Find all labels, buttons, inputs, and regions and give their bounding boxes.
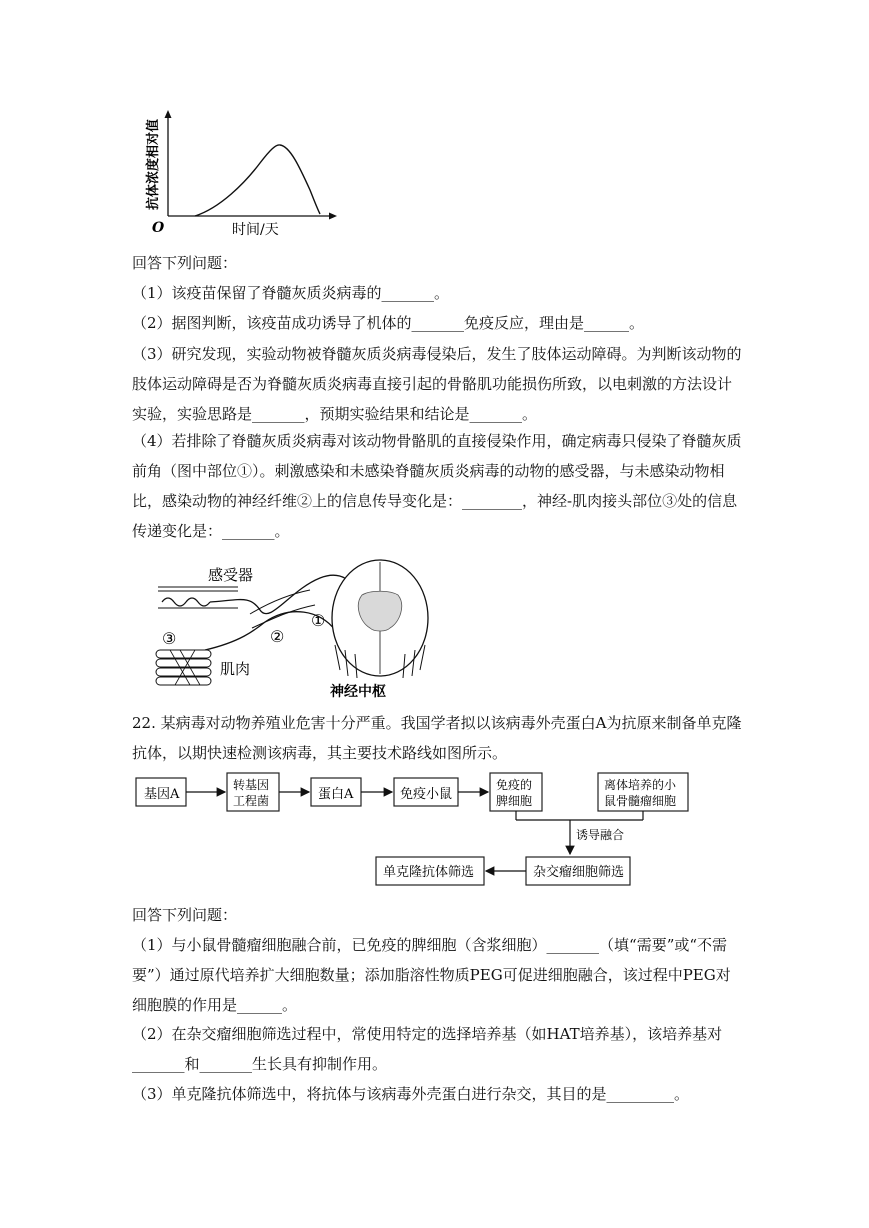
- q21-intro: 回答下列问题：: [132, 254, 238, 272]
- box-immune-mouse-text: 免疫小鼠: [400, 787, 453, 802]
- reflex-arc-figure: [150, 550, 450, 700]
- box-spleen-line1: 免疫的: [496, 778, 533, 792]
- y-axis-label: 抗体浓度相对值: [146, 118, 161, 210]
- q22-part1: （1）与小鼠骨髓瘤细胞融合前，已免疫的脾细胞（含浆细胞）_______（填“需要”或“不需要”）通过原代培养扩大细胞数量；添加脂溶性物质PEG可促进细胞融合，该过程中PEG对细胞膜的作用是______。: [132, 936, 731, 1014]
- q21-part4: （4）若排除了脊髓灰质炎病毒对该动物骨骼肌的直接侵染作用，确定病毒只侵染了脊髓灰质前角（图中部位①）。刺激感染和未感染脊髓灰质炎病毒的动物的感受器，与未感染动物相比，感染动物的神经纤维②上的信息传导变化是：________，神经-肌肉接头部位③处的信息传递变化是：_______。: [132, 432, 742, 540]
- nerve-bundle: [250, 590, 315, 628]
- antibody-curve: [195, 145, 320, 216]
- mark-3: ③: [162, 629, 177, 648]
- box-spleen-line2: 脾细胞: [496, 794, 533, 808]
- muscle-fibers: [156, 650, 211, 685]
- box-myeloma-line1: 离体培养的小: [604, 778, 677, 792]
- box-hybridoma-text: 杂交瘤细胞筛选: [533, 865, 625, 880]
- box-bacteria-line1: 转基因: [233, 778, 270, 792]
- box-myeloma-line2: 鼠骨髓瘤细胞: [604, 794, 677, 808]
- box-mab-text: 单克隆抗体筛选: [383, 865, 475, 880]
- q21-part1: （1）该疫苗保留了脊髓灰质炎病毒的_______。: [132, 284, 450, 302]
- box-bacteria-line2: 工程菌: [233, 794, 270, 808]
- receptor-ending: [162, 598, 210, 606]
- q22-intro: 回答下列问题：: [132, 906, 238, 924]
- q22-stem: 22. 某病毒对动物养殖业危害十分严重。我国学者拟以该病毒外壳蛋白A为抗原来制备单克隆抗体，以期快速检测该病毒，其主要技术路线如图所示。: [132, 714, 742, 762]
- antibody-graph: [140, 108, 350, 238]
- x-axis-label: 时间/天: [232, 222, 279, 238]
- box-gene-a-text: 基因A: [144, 787, 180, 802]
- fusion-label: 诱导融合: [576, 828, 625, 842]
- q21-part2: （2）据图判断，该疫苗成功诱导了机体的_______免疫反应，理由是______。: [132, 314, 645, 332]
- muscle-label: 肌肉: [220, 660, 251, 678]
- mark-2: ②: [270, 627, 285, 646]
- q22-part3: （3）单克隆抗体筛选中，将抗体与该病毒外壳蛋白进行杂交，其目的是_________。: [132, 1085, 690, 1103]
- origin-label: O: [152, 220, 165, 236]
- receptor-label: 感受器: [208, 566, 254, 584]
- q22-part2: （2）在杂交瘤细胞筛选过程中，常使用特定的选择培养基（如HAT培养基），该培养基对_______和_______生长具有抑制作用。: [132, 1025, 723, 1073]
- x-axis-arrow: [329, 213, 337, 220]
- center-label: 神经中枢: [330, 684, 386, 700]
- y-axis-arrow: [165, 110, 172, 118]
- q21-part3: （3）研究发现，实验动物被脊髓灰质炎病毒侵染后，发生了肢体运动障碍。为判断该动物的肢体运动障碍是否为脊髓灰质炎病毒直接引起的骨骼肌功能损伤所致，以电刺激的方法设计实验，实验思路是_______，预期实验结果和结论是_______。: [132, 345, 742, 423]
- mark-1: ①: [311, 611, 326, 630]
- box-protein-a-text: 蛋白A: [318, 787, 354, 802]
- mab-flow-diagram: [130, 768, 700, 894]
